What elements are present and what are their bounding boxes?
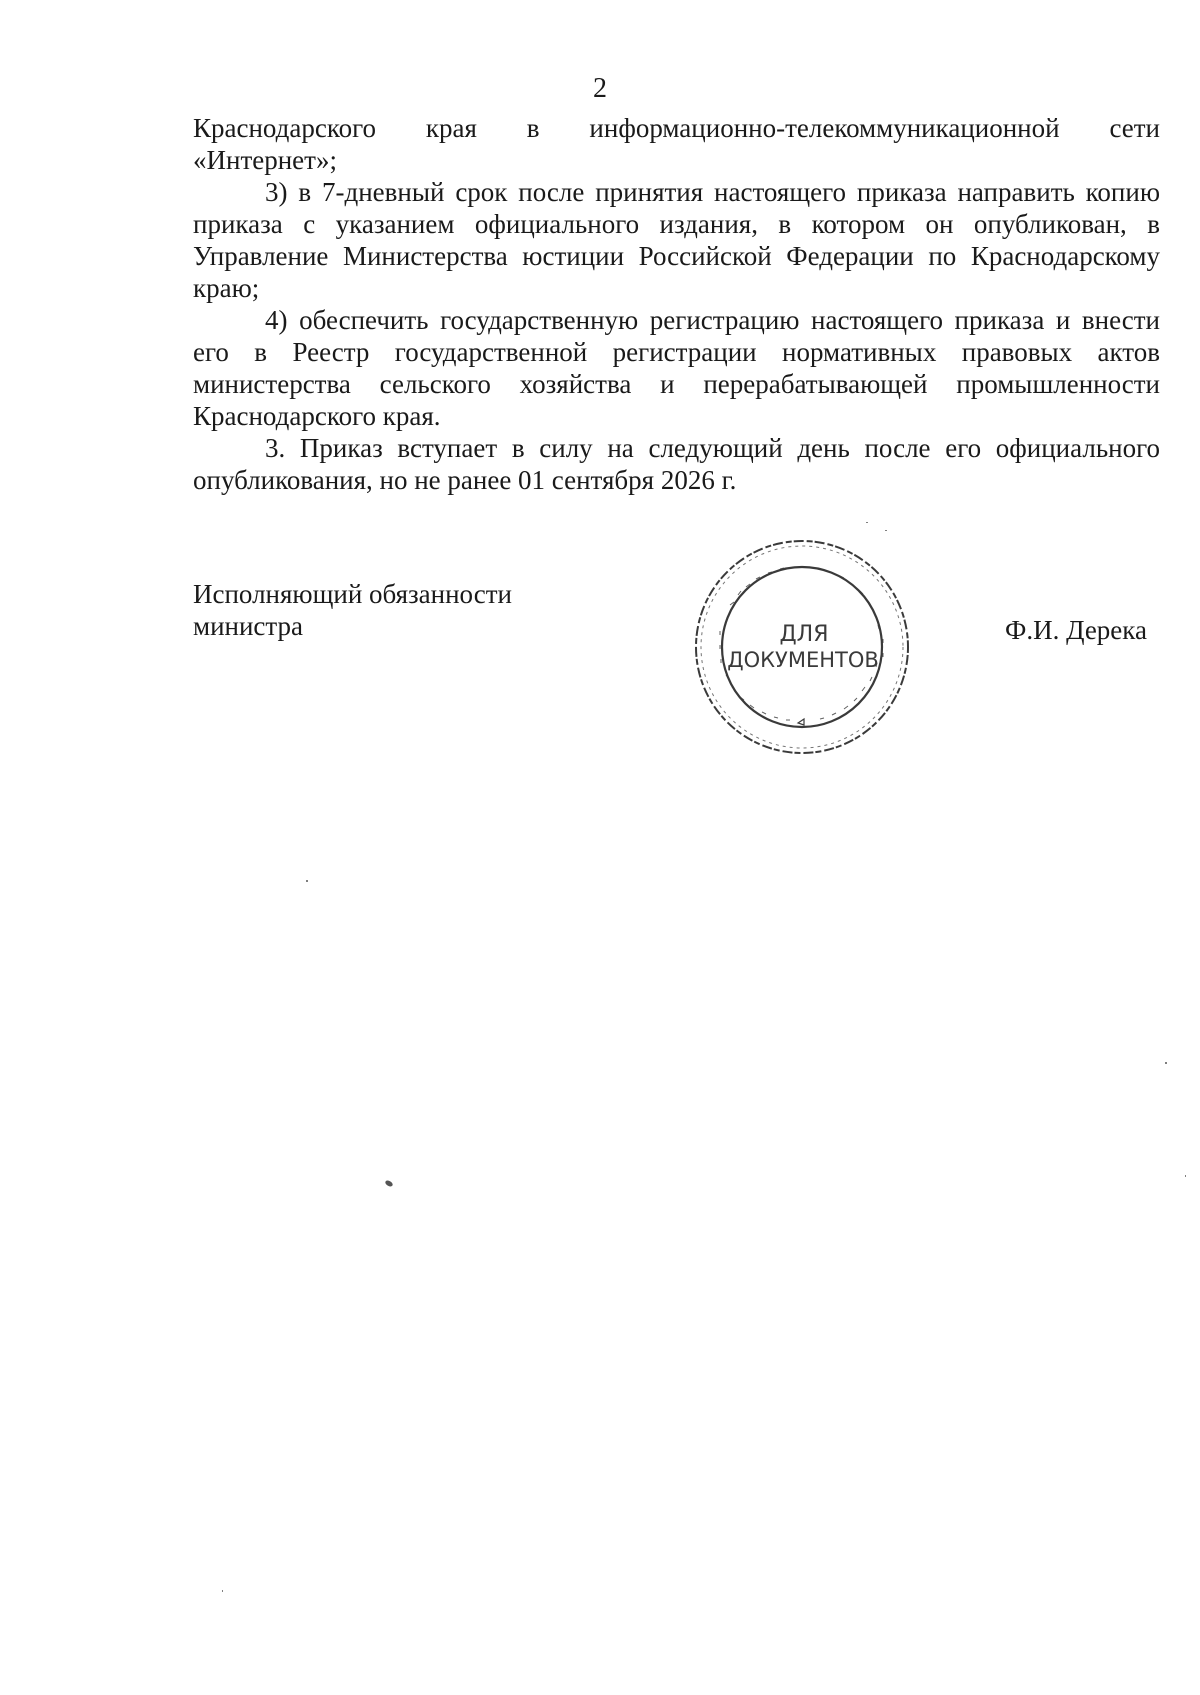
signer-position-line-1: Исполняющий обязанности xyxy=(193,579,512,609)
word: Краснодарского xyxy=(193,113,377,143)
word: информационно-телекоммуникационной xyxy=(589,113,1060,143)
word: сети xyxy=(1109,113,1160,143)
word: в xyxy=(526,113,540,143)
signer-position xyxy=(193,578,512,642)
stamp-text-line-2: ДОКУМЕНТОВ xyxy=(727,648,879,672)
signer-position-line-2: министра xyxy=(193,611,304,641)
scan-speck xyxy=(222,1590,223,1592)
word: края xyxy=(425,113,477,143)
scan-speck xyxy=(885,530,887,531)
clause-3: 3. Приказ вступает в силу на следующий день после его официального опубликования, но не ранее 01 сентября 2026 г. xyxy=(193,433,1160,495)
stamp-outer-ring xyxy=(696,541,908,753)
continuation-line xyxy=(193,112,1160,144)
list-item-4: 4) обеспечить государственную регистрацию настоящего приказа и внести его в Реестр государственной регистрации нормативных правовых актов министерства сельского хозяйства и перерабатывающей промышленности Краснодарского края. xyxy=(193,305,1160,431)
official-stamp xyxy=(690,535,915,760)
page-number: 2 xyxy=(593,73,607,104)
stamp-text-line-1: ДЛЯ xyxy=(779,622,829,647)
scan-speck xyxy=(866,522,868,523)
scan-speck xyxy=(306,880,308,882)
continuation-tail: «Интернет»; xyxy=(193,145,337,175)
scan-speck xyxy=(1165,1062,1167,1064)
document-body xyxy=(193,112,1160,496)
stamp-inner-ring xyxy=(722,567,882,727)
signer-name: Ф.И. Дерека xyxy=(1005,615,1147,645)
list-item-3: 3) в 7-дневный срок после принятия настоящего приказа направить копию приказа с указанием официального издания, в котором он опубликован, в Управление Министерства юстиции Российской Федерации по Краснодарскому краю; xyxy=(193,177,1160,303)
scan-speck xyxy=(384,1179,393,1187)
scan-speck xyxy=(1185,1175,1186,1177)
